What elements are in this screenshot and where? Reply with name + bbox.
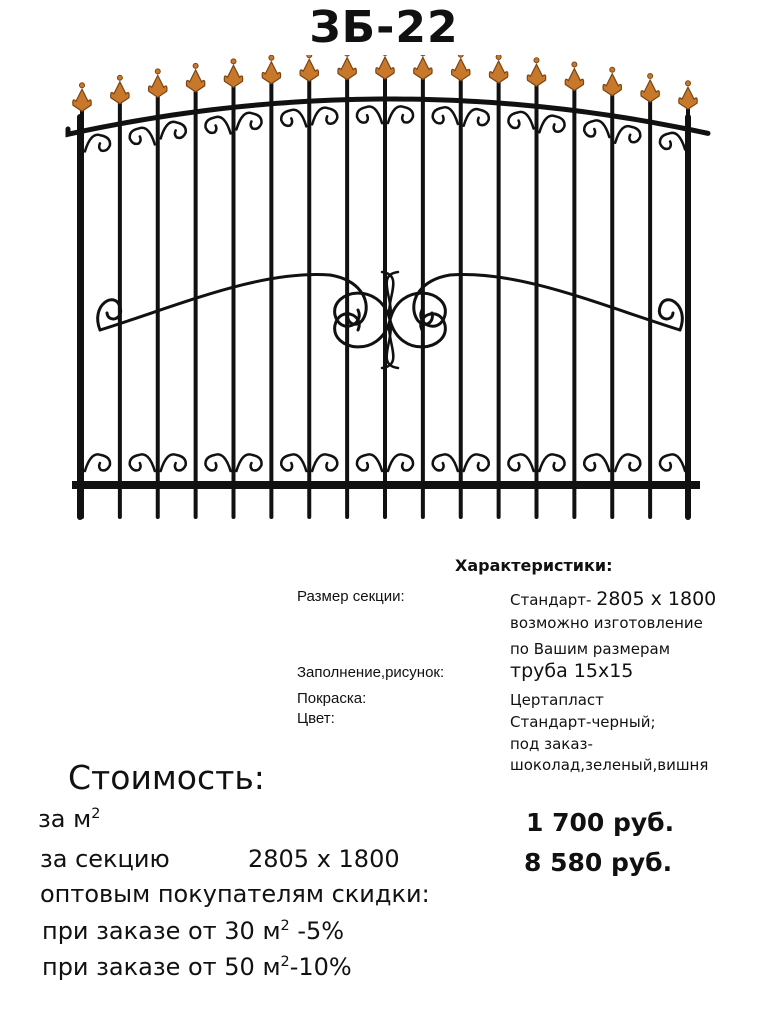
wholesale-label: оптовым покупателям скидки: <box>40 880 430 908</box>
per-section-price: 8 580 руб. <box>524 848 673 877</box>
painting-value: Цертапласт <box>510 691 604 709</box>
discount-30-value: -5% <box>289 917 345 945</box>
product-title: ЗБ-22 <box>309 2 459 53</box>
discount-50 <box>42 953 352 981</box>
discount-30 <box>42 917 344 945</box>
painting-label: Покраска: <box>297 690 367 707</box>
fill-label: Заполнение,рисунок: <box>297 664 445 681</box>
per-section-label: за секцию <box>40 845 170 873</box>
discount-50-prefix: при заказе от 50 м <box>42 953 281 981</box>
discount-30-prefix: при заказе от 30 м <box>42 917 281 945</box>
section-size-standard <box>510 588 716 610</box>
color-value-3: шоколад,зеленый,вишня <box>510 756 709 774</box>
color-value-2: под заказ- <box>510 735 593 753</box>
per-m2-text: за м <box>38 805 92 833</box>
discount-30-sup: 2 <box>280 918 290 934</box>
section-size-value: 2805 х 1800 <box>596 588 717 610</box>
per-m2-label <box>38 805 100 833</box>
discount-50-value: -10% <box>289 953 352 981</box>
section-size-note-2: по Вашим размерам <box>510 640 671 658</box>
per-section-size: 2805 х 1800 <box>248 845 400 873</box>
discount-50-sup: 2 <box>280 954 290 970</box>
per-m2-price: 1 700 руб. <box>526 808 675 837</box>
per-m2-sup: 2 <box>91 806 101 822</box>
section-size-note-1: возможно изготовление <box>510 614 703 632</box>
fill-value: труба 15х15 <box>510 660 634 682</box>
section-size-label: Размер секции: <box>297 588 405 605</box>
color-label: Цвет: <box>297 710 335 727</box>
wrought-iron-fence-section-icon <box>60 55 720 525</box>
color-value-1: Стандарт-черный; <box>510 713 656 731</box>
specs-heading: Характеристики: <box>455 556 613 575</box>
cost-heading: Стоимость: <box>68 758 265 797</box>
section-size-prefix: Стандарт- <box>510 591 592 609</box>
